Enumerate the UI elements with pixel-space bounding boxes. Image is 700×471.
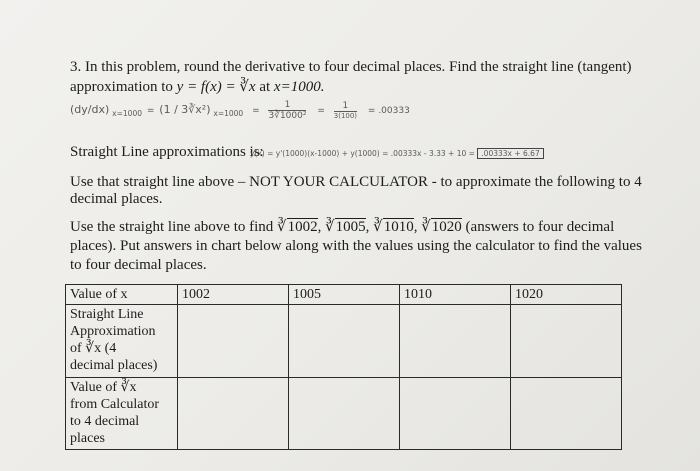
hand-fraction: $\frac{1}{\text{3∛1000²}}$ — [268, 100, 307, 121]
cbrt-1005: ∛1005 — [325, 219, 366, 235]
cell-calc-1002[interactable] — [178, 378, 289, 450]
header-1020: 1020 — [511, 285, 622, 305]
cell-calc-1020[interactable] — [511, 378, 622, 450]
hand-mid: (1 / 3∛x²) — [159, 103, 211, 116]
function-expression: y = f(x) = ∛x — [176, 79, 256, 95]
at-text: at — [255, 79, 274, 95]
header-1010: 1010 — [400, 285, 511, 305]
cell-calc-1010[interactable] — [400, 378, 511, 450]
cell-sl-1020[interactable] — [511, 305, 622, 378]
hand-result: = .00333 — [367, 106, 410, 116]
para1-line-1: Use that straight line above – NOT YOUR CALCULATOR - to approximate the following to 4 — [70, 174, 642, 190]
header-1005: 1005 — [289, 285, 400, 305]
header-1002: 1002 — [178, 285, 289, 305]
hand-step-3: $\frac{1}{3(100)}$ — [333, 101, 358, 120]
row-label-straight-line: Straight Line Approximation of ∛x (4 decimal places) — [66, 305, 178, 378]
table-row-straight-line — [66, 305, 622, 378]
para2-line-1: Use the straight line above to find ∛1002, ∛1005, ∛1010, ∛1020 (answers to four decimal — [70, 219, 615, 235]
cell-sl-1005[interactable] — [289, 305, 400, 378]
para2-line-2: places). Put answers in chart below along with the values using the calculator to find the values — [70, 238, 642, 254]
table-header-row — [66, 285, 622, 305]
cbrt-1002: ∛1002 — [277, 219, 318, 235]
cell-sl-1010[interactable] — [400, 305, 511, 378]
hand-sub-2: x=1000 — [213, 108, 244, 118]
straight-line-hand-part-1: y(x) = y'(1000)(x-1000) + y(1000) = .00333x - 3.33 + 10 = — [250, 149, 478, 158]
handwritten-derivative-work: (dy/dx) $_{x=1000}$ = (1 / 3∛x²) $_{x=1000}$ = $\frac{1}{\text{3∛1000²}}$ = $\frac{1}{3(100)}$ = .00333 — [70, 100, 410, 121]
hand-deriv: (dy/dx) — [70, 103, 110, 116]
problem-line-1: 3. In this problem, round the derivative to four decimal places. Find the straight line (tangent) — [70, 59, 632, 75]
row-label-calculator: Value of ∛x from Calculator to 4 decimal places — [66, 378, 178, 450]
hand-sub-1: x=1000 — [112, 108, 142, 118]
answer-table — [65, 284, 622, 450]
problem-line-2-prefix: approximation to — [70, 79, 177, 95]
cell-sl-1002[interactable] — [178, 305, 289, 378]
straight-line-boxed-answer: .00333x + 6.67 — [477, 148, 543, 159]
para1-line-2: decimal places. — [70, 191, 163, 207]
cbrt-1020: ∛1020 — [421, 219, 462, 235]
header-value-of-x: Value of x — [66, 285, 178, 305]
table-row-calculator — [66, 378, 622, 450]
at-value: x=1000. — [273, 79, 325, 95]
cbrt-1010: ∛1010 — [373, 219, 414, 235]
straight-line-handwritten — [250, 149, 544, 158]
cell-calc-1005[interactable] — [289, 378, 400, 450]
para2-line-3: to four decimal places. — [70, 257, 207, 273]
problem-line-2 — [70, 78, 324, 96]
straight-line-label: Straight Line approximations is: — [70, 144, 264, 160]
